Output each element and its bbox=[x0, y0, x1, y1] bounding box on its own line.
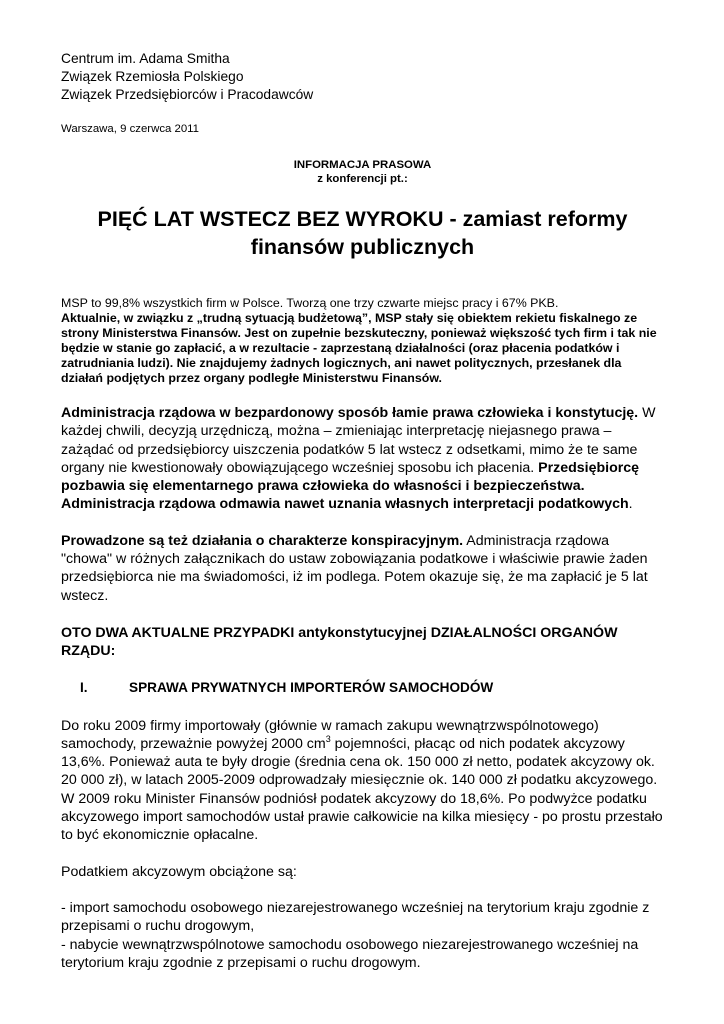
intro-text: MSP to 99,8% wszystkich firm w Polsce. Tworzą one trzy czwarte miejsc pracy i 67% PKB. bbox=[61, 296, 559, 310]
excise-list bbox=[61, 899, 664, 972]
section-title: SPRAWA PRYWATNYCH IMPORTERÓW SAMOCHODÓW bbox=[129, 679, 494, 695]
section-number: I. bbox=[80, 679, 88, 695]
superscript: 3 bbox=[325, 733, 331, 744]
paragraph-text: pojemności, płacąc od nich podatek akcyzowy 13,6%. Ponieważ auta te były drogie (średnia cena ok. 150 000 zł netto, podatek akcyzowy ok. 20 000 zł), w latach 2005-2009 odprowadzały miesięcznie ok. 140 000 zł podatku akcyzowego. W 2009 roku Minister Finansów podniósł podatek akcyzowy do 18,6%. Po podwyżce podatku akcyzowego import samochodów ustał prawie całkowicie na kilka miesięcy - po prostu przestało to być ekonomicznie opłacalne. bbox=[61, 735, 663, 844]
title-line: PIĘĆ LAT WSTECZ BEZ WYROKU - zamiast reformy bbox=[97, 207, 628, 231]
paragraph-text: W każdej chwili, decyzją urzędniczą, można – zmieniając interpretację niejasnego prawa – zażądać od przedsiębiorcy uiszczenia podatków 5 lat wstecz z odsetkami, mimo że te same organy nie kwestionowały obowiązującego wcześniej sposobu ich płacenia. bbox=[61, 405, 656, 476]
paragraph-text: Administracja rządowa "chowa" w różnych załącznikach do ustaw zobowiązania podatkowe i właściwie prawie żaden przedsiębiorca nie ma świadomości, iż im podlega. Potem okazuje się, że ma zapłacić je 5 lat wstecz. bbox=[61, 532, 648, 604]
press-release-label bbox=[61, 158, 664, 186]
organization-name: Centrum im. Adama Smitha bbox=[61, 51, 230, 66]
paragraph-bold-tail: Przedsiębiorcę pozbawia się elementarnego prawa człowieka do własności i bezpieczeństwa. Administracja rządowa odmawia nawet uznania własnych interpretacji podatkowych bbox=[61, 459, 640, 513]
intro-bold-text: Aktualnie, w związku z „trudną sytuacją budżetową”, MSP stały się obiektem rekietu fiskalnego ze strony Ministerstwa Finansów. Jest on zupełnie bezskuteczny, ponieważ większość tych firm i tak nie będzie w stanie go zapłacić, a w rezultacie - zaprzestaną działalności (oraz płacenia podatków i zatrudniania ludzi). Nie znajdujemy żadnych logicznych, ani nawet politycznych, przesłanek dla działań podjętych przez organy podległe Ministerstwu Finansów. bbox=[61, 311, 657, 385]
paragraph-human-rights bbox=[61, 404, 664, 514]
cases-heading: OTO DWA AKTUALNE PRZYPADKI antykonstytucyjnej DZIAŁALNOŚCI ORGANÓW RZĄDU: bbox=[61, 624, 618, 660]
paragraph-conspiracy bbox=[61, 532, 664, 605]
organization-name: Związek Przedsiębiorców i Pracodawców bbox=[61, 87, 314, 102]
organization-name: Związek Rzemiosła Polskiego bbox=[61, 69, 244, 84]
document-title bbox=[61, 205, 664, 261]
list-item: - nabycie wewnątrzwspólnotowe samochodu osobowego niezarejestrowanego wcześniej na terytorium kraju zgodnie z przepisami o ruchu drogowym. bbox=[61, 936, 639, 971]
paragraph-car-importers bbox=[61, 717, 664, 845]
section-heading bbox=[61, 679, 664, 697]
paragraph-bold-lead: Prowadzone są też działania o charakterze konspiracyjnym. bbox=[61, 532, 464, 549]
paragraph-bold-lead: Administracja rządowa w bezpardonowy sposób łamie prawa człowieka i konstytucję. bbox=[61, 405, 639, 421]
press-release-heading: INFORMACJA PRASOWA bbox=[293, 159, 432, 171]
paragraph-end: . bbox=[628, 496, 633, 513]
document-date: Warszawa, 9 czerwca 2011 bbox=[61, 123, 200, 135]
organizations-block bbox=[61, 50, 664, 104]
paragraph-excise-intro: Podatkiem akcyzowym obciążone są: bbox=[61, 863, 297, 880]
document-page bbox=[61, 50, 664, 972]
paragraph-text: Do roku 2009 firmy importowały (głównie w ramach zakupu wewnątrzwspólnotowego) samochody, przeważnie powyżej 2000 cm bbox=[61, 717, 599, 752]
press-release-subheading: z konferencji pt.: bbox=[317, 173, 408, 185]
intro-paragraph bbox=[61, 296, 664, 386]
list-item: - import samochodu osobowego niezarejestrowanego wcześniej na terytorium kraju zgodnie z przepisami o ruchu drogowym, bbox=[61, 899, 650, 935]
title-line: finansów publicznych bbox=[250, 235, 475, 259]
